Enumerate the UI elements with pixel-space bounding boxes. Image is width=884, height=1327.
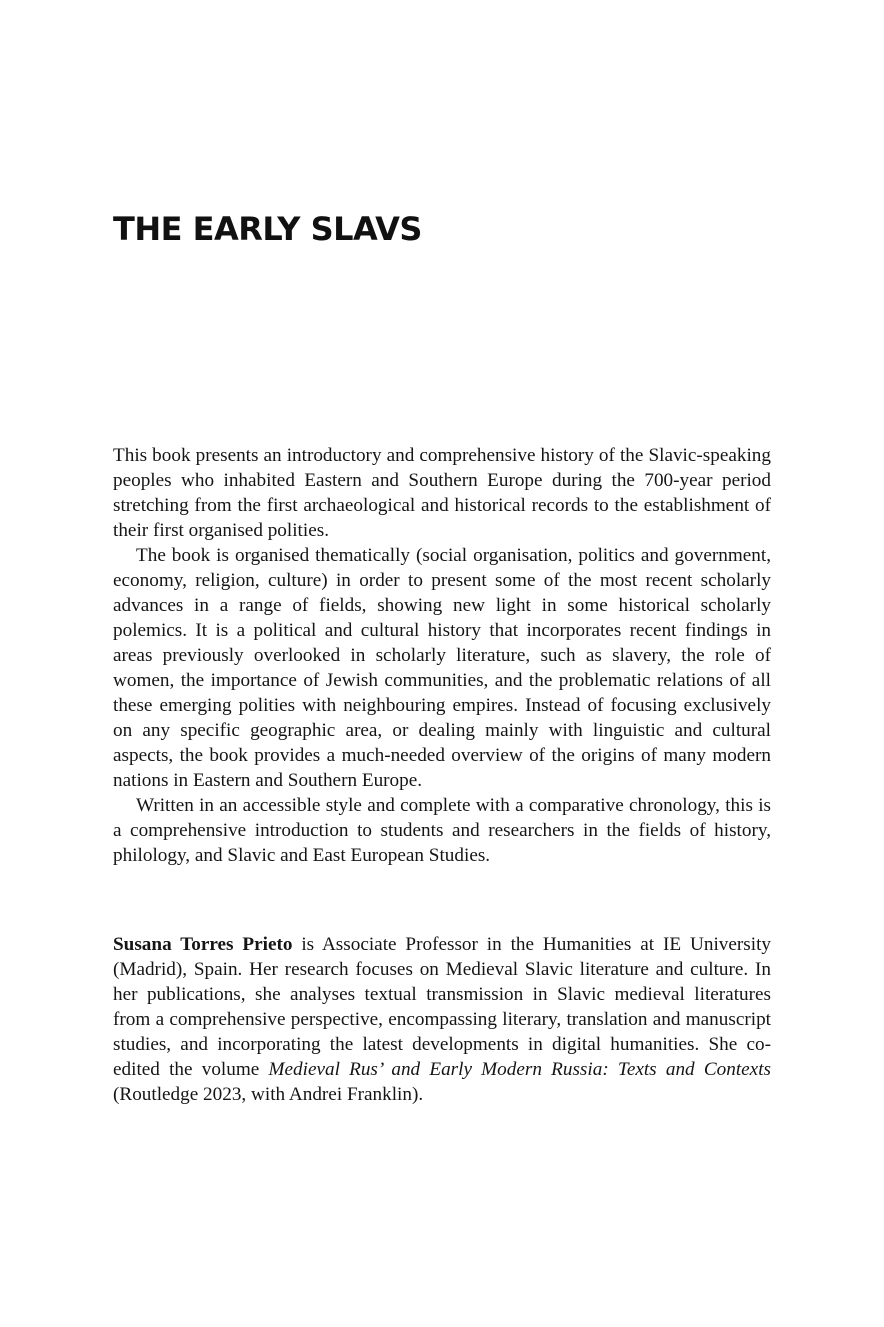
edited-volume-title: Medieval Rus’ and Early Modern Russia: Texts and Contexts (268, 1059, 771, 1080)
description-paragraph-2: The book is organised thematically (social organisation, politics and government, economy, religion, culture) in order to present some of the most recent scholarly advances in a range of fields, showing new light in some historical scholarly polemics. It is a political and cultural history that incorporates recent findings in areas previously overlooked in scholarly literature, such as slavery, the role of women, the importance of Jewish communities, and the problematic relations of all these emerging polities with neighbouring empires. Instead of focusing exclusively on any specific geographic area, or dealing mainly with linguistic and cultural aspects, the book provides a much-needed overview of the origins of many modern nations in Eastern and Southern Europe. (113, 545, 771, 791)
book-description (113, 443, 771, 868)
author-bio (113, 932, 771, 1107)
bio-text-after-title: (Routledge 2023, with Andrei Franklin). (113, 1084, 424, 1105)
book-title-heading: THE EARLY SLAVS (113, 210, 422, 248)
description-paragraph-1: This book presents an introductory and comprehensive history of the Slavic-speaking peoples who inhabited Eastern and Southern Europe during the 700-year period stretching from the first archaeological and historical records to the establishment of their first organised polities. (113, 445, 771, 541)
author-name: Susana Torres Prieto (113, 934, 293, 955)
author-bio-paragraph (113, 932, 771, 1107)
bio-text-before-title: is Associate Professor in the Humanities at IE University (Madrid), Spain. Her research focuses on Medieval Slavic literature and culture. In her publications, she analyses textual transmission in Slavic medieval literatures from a comprehensive perspective, encompassing literary, translation and manuscript studies, and incorporating the latest developments in digital humanities. She co-edited the volume (113, 934, 771, 1080)
description-paragraph-3: Written in an accessible style and complete with a comparative chronology, this is a comprehensive introduction to students and researchers in the fields of history, philology, and Slavic and East European Studies. (113, 795, 771, 866)
